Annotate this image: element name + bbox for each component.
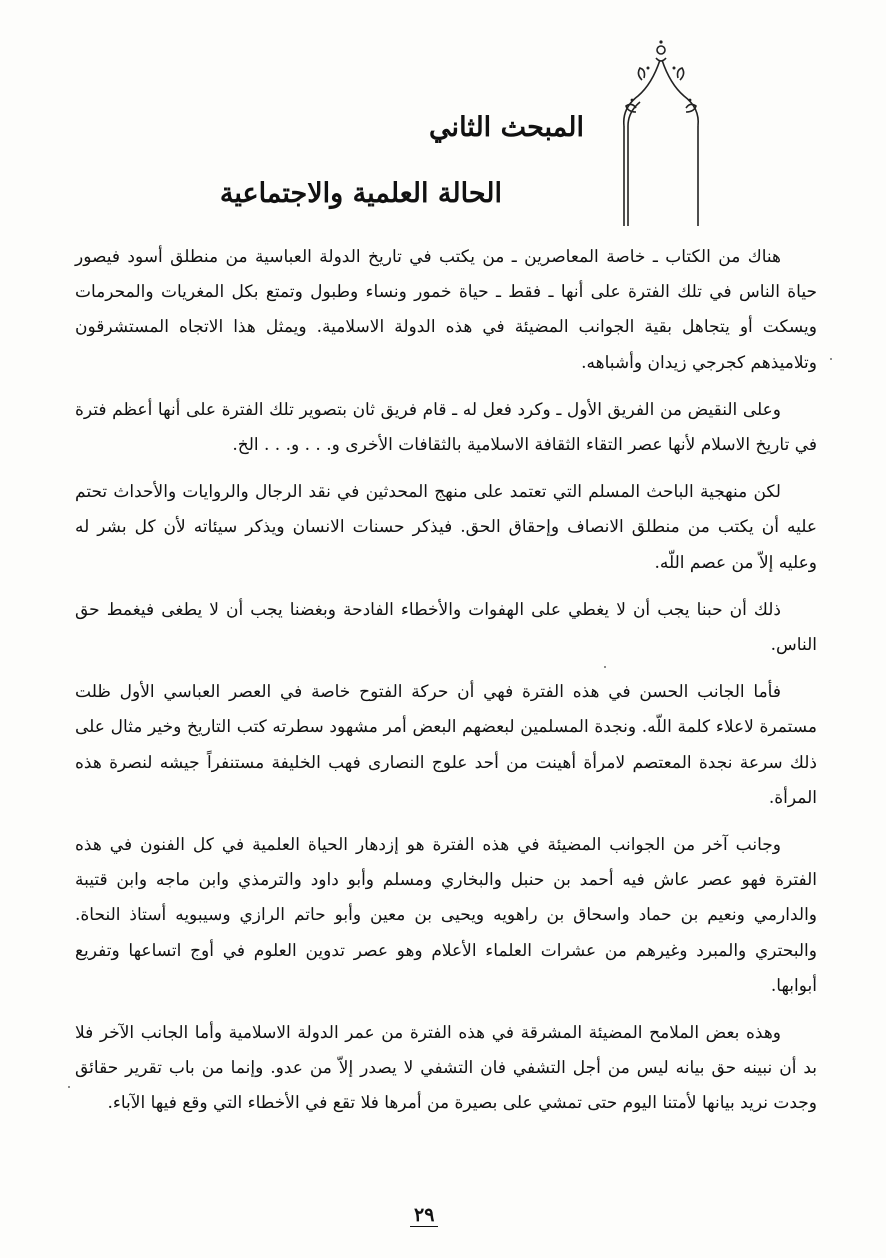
scan-speck — [604, 666, 606, 668]
paragraph: هناك من الكتاب ـ خاصة المعاصرين ـ من يكتب في تاريخ الدولة العباسية من منطلق أسود فيصور حياة الناس في تلك الفترة على أنها ـ فقط ـ حياة خمور ونساء وطبول وتمتع بكل المغريات والمحرمات ويسكت أو يتجاهل بقية الجوانب المضيئة في هذه الدولة الاسلامية. ويمثل هذا الاتجاه المستشرقون وتلاميذهم كجرجي زيدان وأشباهه. — [75, 247, 817, 373]
scan-speck — [830, 358, 832, 360]
section-title: المبحث الثاني — [429, 112, 584, 143]
paragraph: وعلى النقيض من الفريق الأول ـ وكرد فعل له ـ قام فريق ثان بتصوير تلك الفترة على أنها أعظم فترة في تاريخ الاسلام لأنها عصر التقاء الثقافة الاسلامية بالثقافات الأخرى و. . . و. . . الخ. — [75, 399, 817, 456]
paragraph: فأما الجانب الحسن في هذه الفترة فهي أن حركة الفتوح خاصة في العصر العباسي الأول ظلت مستمرة لاعلاء كلمة اللّه. ونجدة المسلمين لبعضهم البعض أمر مشهود سطرته كتب التاريخ وخير مثال على ذلك سرعة نجدة المعتصم لامرأة أهينت من أحد علوج النصارى فهب الخليفة مستنفراً جيشه لنصرة هذه المرأة. — [75, 682, 817, 808]
body-text — [75, 240, 817, 1134]
paragraph: وهذه بعض الملامح المضيئة المشرقة في هذه الفترة من عمر الدولة الاسلامية وأما الجانب الآخر فلا بد أن نبينه حق بيانه ليس من أجل التشفي فان التشفي لا يصدر إلاّ من عدو. وإنما من باب تقرير حقائق وجدت نريد بيانها لأمتنا اليوم حتى تمشي على بصيرة من أمرها فلا تقع في الأخطاء التي وقع فيها الآباء. — [75, 1023, 817, 1114]
paragraph: وجانب آخر من الجوانب المضيئة في هذه الفترة هو إزدهار الحياة العلمية في كل الفنون في هذه الفترة فهو عصر عاش فيه أحمد بن حنبل والبخاري ومسلم وأبو داود والترمذي وابن ماجه وابن قتيبة والدارمي ونعيم بن حماد واسحاق بن راهويه ويحيى بن معين وأبو حاتم الرازي وسيبويه أستاذ النحاة. والبحتري والمبرد وغيرهم من عشرات العلماء الأعلام وهو عصر تدوين العلوم في أوج اتساعها وتفريع أبوابها. — [75, 835, 817, 996]
paragraph: ذلك أن حبنا يجب أن لا يغطي على الهفوات والأخطاء الفادحة وبغضنا يجب أن لا يطغى فيغمط حق الناس. — [75, 599, 817, 656]
arch-border-ornament-icon — [612, 38, 702, 228]
section-subtitle: الحالة العلمية والاجتماعية — [219, 178, 502, 209]
scan-speck — [68, 1086, 70, 1088]
page-number: ٢٩ — [410, 1204, 438, 1227]
paragraph: لكن منهجية الباحث المسلم التي تعتمد على منهج المحدثين في نقد الرجال والروايات والأحداث تحتم عليه أن يكتب من منطلق الانصاف وإحقاق الحق. فيذكر حسنات الانسان ويذكر سيئاته لأن كل بشر له وعليه إلاّ من عصم اللّه. — [75, 482, 817, 573]
